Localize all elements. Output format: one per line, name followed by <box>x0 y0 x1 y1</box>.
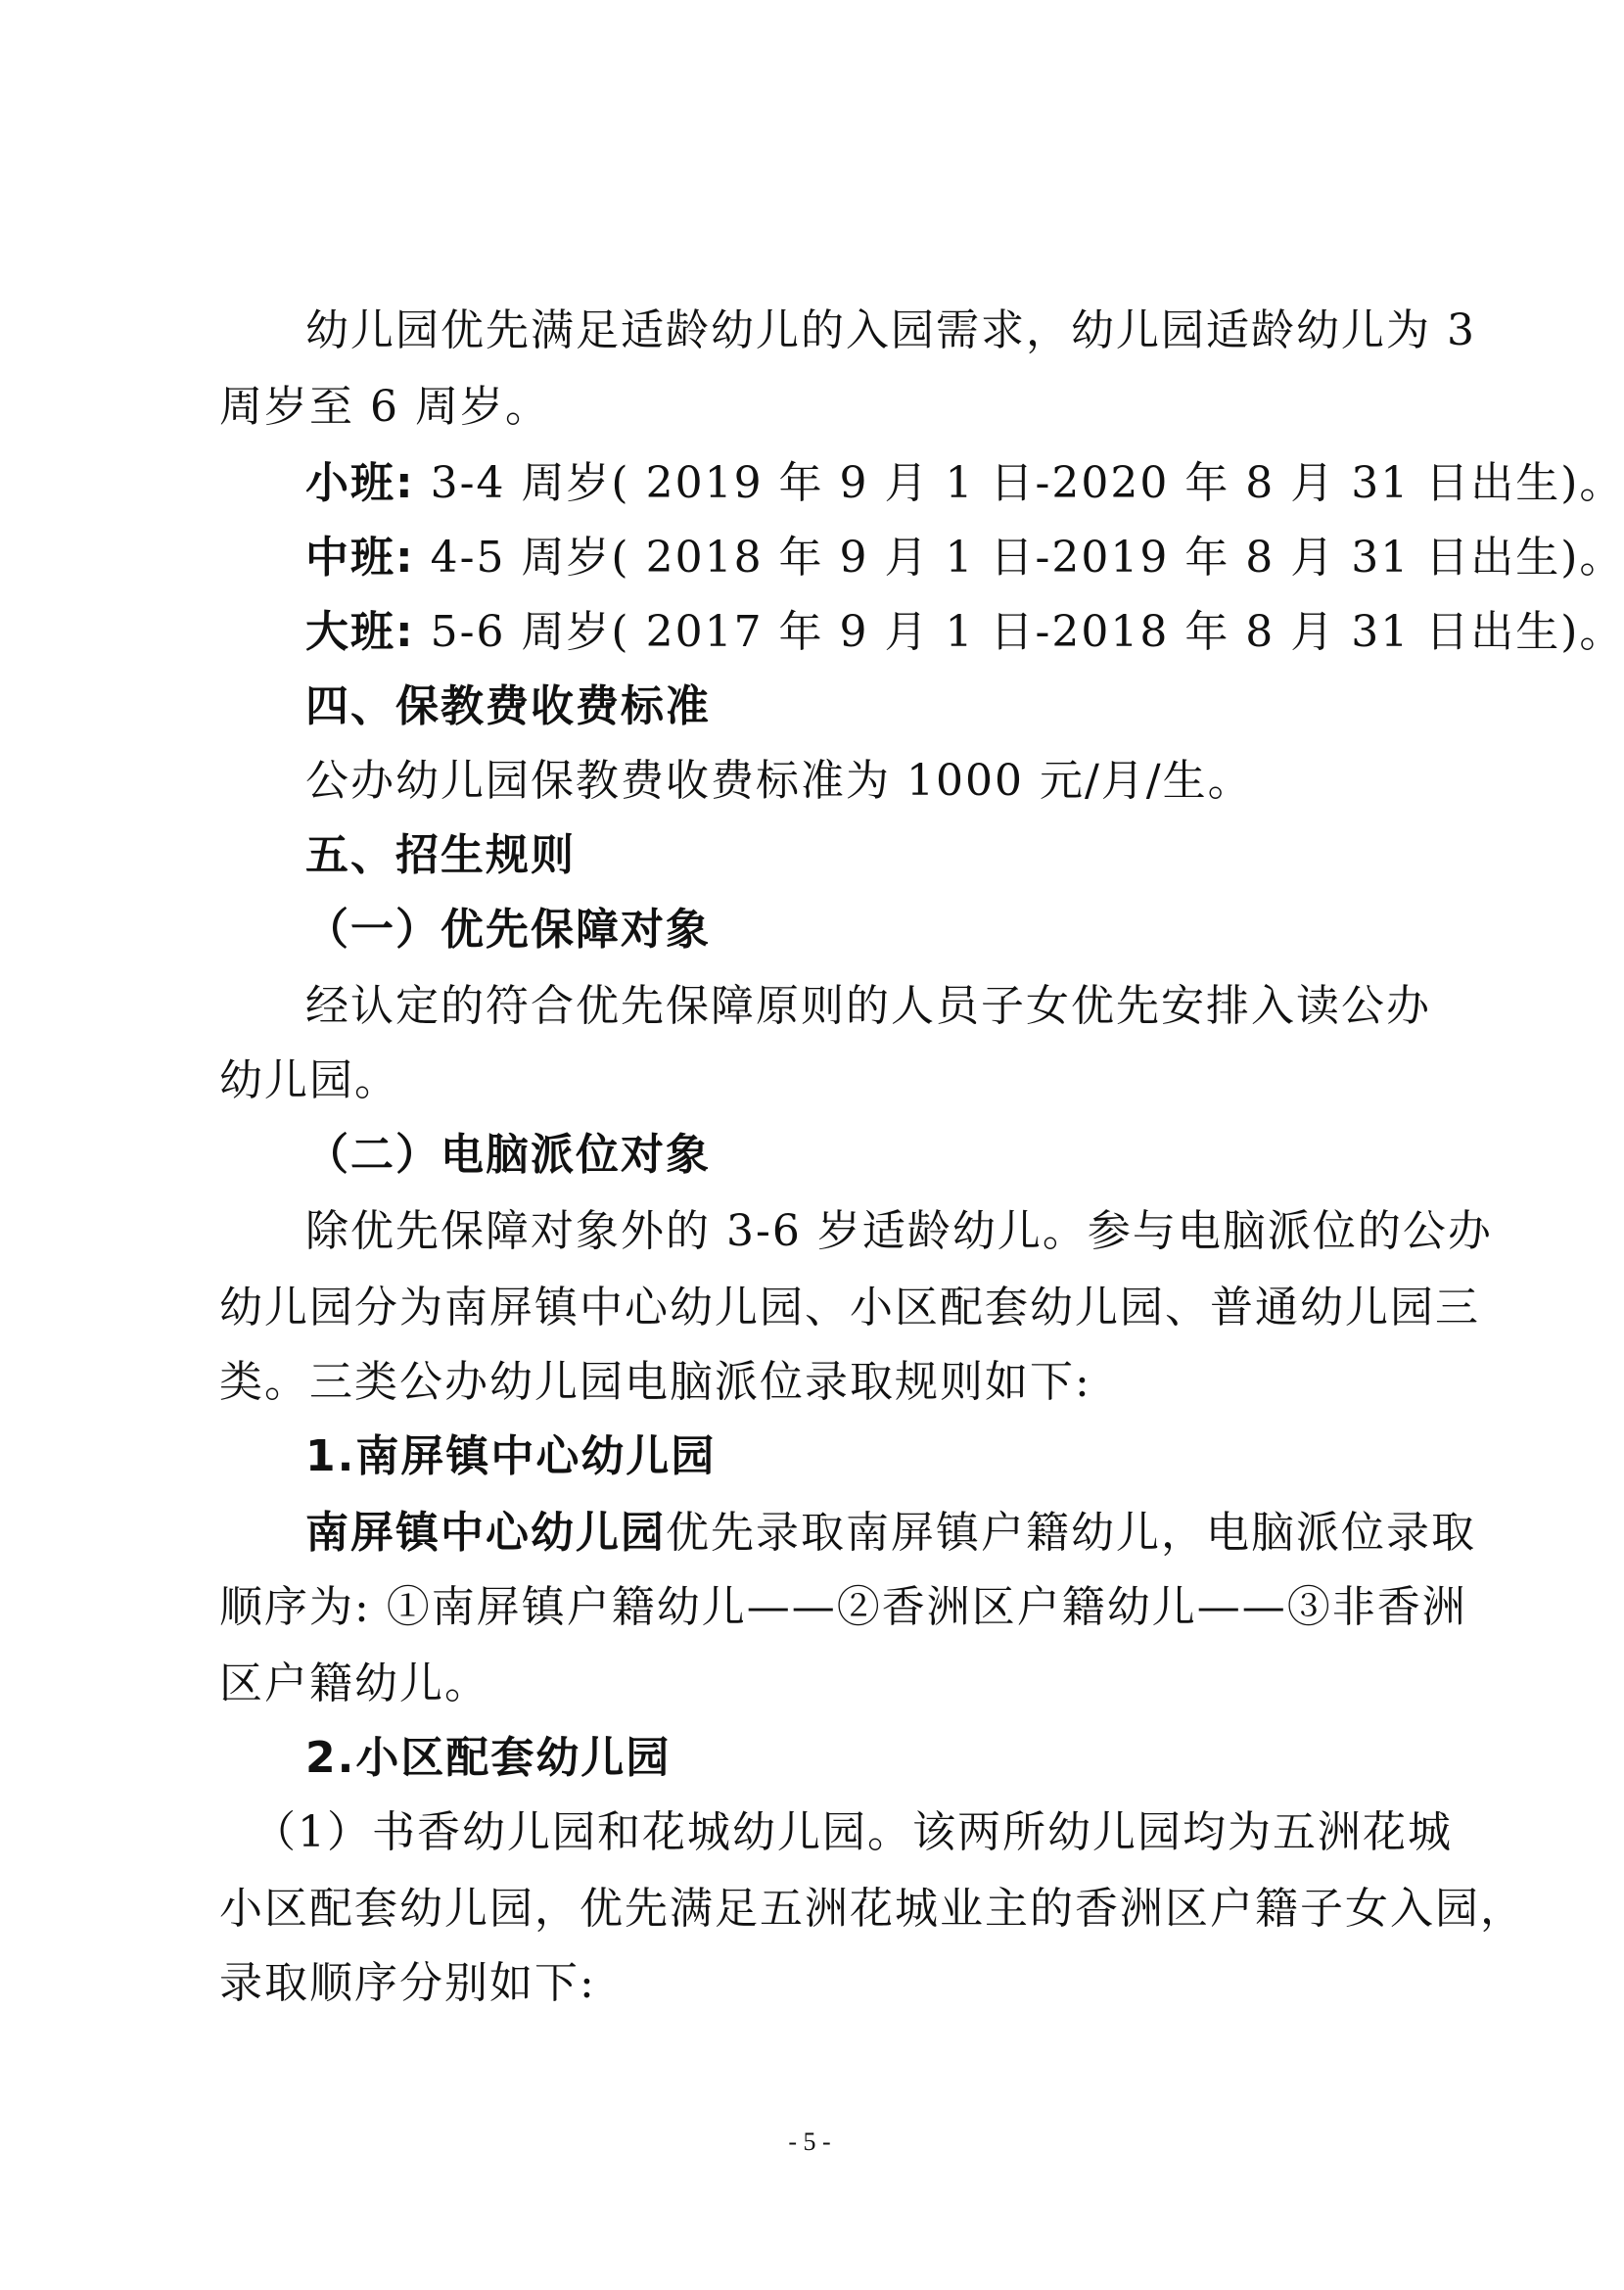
item1-rest: 优先录取南屏镇户籍幼儿，电脑派位录取 <box>666 1508 1476 1558</box>
item1-bold-name: 南屏镇中心幼儿园 <box>305 1508 666 1558</box>
page-number: - 5 - <box>788 2127 831 2156</box>
paragraph-line: 录取顺序分别如下: <box>219 1958 596 2008</box>
subsection-heading-lottery: （二）电脑派位对象 <box>305 1130 711 1180</box>
class-large-line <box>305 603 1624 662</box>
paragraph-line: 类。三类公办幼儿园电脑派位录取规则如下: <box>219 1357 1091 1407</box>
paragraph-line: 区户籍幼儿。 <box>219 1659 489 1708</box>
paragraph-line: 经认定的符合优先保障原则的人员子女优先安排入读公办 <box>305 981 1431 1031</box>
paragraph-line: 小区配套幼儿园，优先满足五洲花城业主的香洲区户籍子女入园， <box>219 1884 1525 1934</box>
item1-first-line <box>305 1504 1476 1563</box>
class-small-label: 小班: <box>305 458 415 508</box>
class-middle-text: 4-5 周岁( 2018 年 9 月 1 日-2019 年 8 月 31 日出生)。 <box>414 533 1624 583</box>
class-small-line <box>305 454 1624 513</box>
paragraph-line: 除优先保障对象外的 3-6 岁适龄幼儿。参与电脑派位的公办 <box>305 1206 1493 1256</box>
paragraph-line: 幼儿园。 <box>219 1055 399 1105</box>
section-heading-rules: 五、招生规则 <box>305 830 576 880</box>
subsection-heading-priority: （一）优先保障对象 <box>305 905 711 955</box>
fee-text: 公办幼儿园保教费收费标准为 1000 元/月/生。 <box>305 756 1253 806</box>
paragraph-line: 顺序为: ①南屏镇户籍幼儿——②香洲区户籍幼儿——③非香洲 <box>219 1582 1467 1632</box>
class-middle-label: 中班: <box>305 533 415 583</box>
section-heading-fee: 四、保教费收费标准 <box>305 681 711 731</box>
class-small-text: 3-4 周岁( 2019 年 9 月 1 日-2020 年 8 月 31 日出生)。 <box>414 458 1624 508</box>
class-large-label: 大班: <box>305 607 415 657</box>
item-heading-center-kindergarten: 1.南屏镇中心幼儿园 <box>305 1431 717 1481</box>
item-heading-community-kindergarten: 2.小区配套幼儿园 <box>305 1733 672 1783</box>
paragraph-line: （1）书香幼儿园和花城幼儿园。该两所幼儿园均为五洲花城 <box>253 1807 1453 1857</box>
class-large-text: 5-6 周岁( 2017 年 9 月 1 日-2018 年 8 月 31 日出生)。 <box>414 607 1624 657</box>
paragraph-line: 幼儿园优先满足适龄幼儿的入园需求，幼儿园适龄幼儿为 3 <box>305 305 1476 355</box>
class-middle-line <box>305 529 1624 587</box>
paragraph-line: 幼儿园分为南屏镇中心幼儿园、小区配套幼儿园、普通幼儿园三 <box>219 1283 1480 1332</box>
paragraph-line: 周岁至 6 周岁。 <box>219 382 550 432</box>
